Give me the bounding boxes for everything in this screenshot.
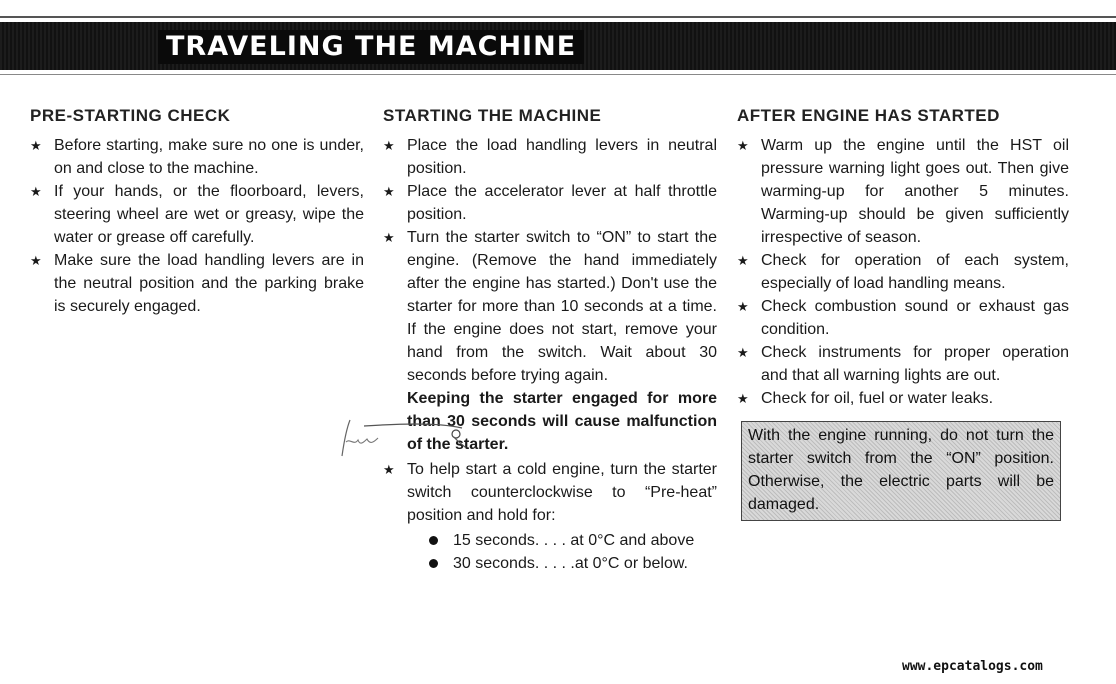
dot-icon [429,559,438,568]
list-item: ★ Place the load handling levers in neutral position. [383,134,717,180]
star-icon: ★ [30,253,42,268]
page-title: TRAVELING THE MACHINE [158,30,584,64]
list-item: ★ Check combustion sound or exhaust gas condition. [737,295,1069,341]
top-rule [0,16,1116,18]
checklist [30,134,364,318]
section-heading: PRE-STARTING CHECK [30,106,231,125]
checklist [383,134,717,387]
caution-note: Keeping the starter engaged for more than 30 seconds will cause malfunction of the starter. [407,390,717,453]
star-icon: ★ [383,184,395,199]
list-item: ★ Turn the starter switch to “ON” to start the engine. (Remove the hand immediately after the engine has started.) Don't use the starter for more than 10 seconds at a time. If the engine does not start, remove your hand from the switch. Wait about 30 seconds before trying again. [383,226,717,387]
banner-rule [0,74,1116,75]
footer-url: www.epcatalogs.com [902,659,1043,674]
list-item: ★ Check instruments for proper operation and that all warning lights are out. [737,341,1069,387]
dot-icon [429,536,438,545]
column-pre-starting-check [30,104,364,318]
list-item: ★ Before starting, make sure no one is under, on and close to the machine. [30,134,364,180]
star-icon: ★ [737,391,749,406]
list-item: ★ Place the accelerator lever at half throttle position. [383,180,717,226]
star-icon: ★ [737,138,749,153]
list-item: 15 seconds. . . . at 0°C and above [429,529,717,552]
star-icon: ★ [383,138,395,153]
star-icon: ★ [737,299,749,314]
list-item: ★ Check for oil, fuel or water leaks. [737,387,1069,410]
list-item: ★ If your hands, or the floorboard, levers, steering wheel are wet or greasy, wipe the water or grease off carefully. [30,180,364,249]
star-icon: ★ [383,462,395,477]
list-item: ★ Warm up the engine until the HST oil pressure warning light goes out. Then give warming-up for another 5 minutes. Warming-up should be given sufficiently irrespective of season. [737,134,1069,249]
handwritten-mark [336,412,471,464]
preheat-list [383,529,717,575]
section-heading: AFTER ENGINE HAS STARTED [737,106,1000,125]
star-icon: ★ [737,345,749,360]
star-icon: ★ [737,253,749,268]
star-icon: ★ [30,184,42,199]
star-icon: ★ [383,230,395,245]
list-item: ★ To help start a cold engine, turn the starter switch counterclockwise to “Pre-heat” position and hold for: [383,458,717,527]
warning-box: With the engine running, do not turn the starter switch from the “ON” position. Otherwise, the electric parts will be damaged. [741,421,1061,521]
column-starting-the-machine [383,104,717,575]
star-icon: ★ [30,138,42,153]
checklist [383,458,717,527]
column-after-engine-started [737,104,1069,521]
list-item: ★ Make sure the load handling levers are in the neutral position and the parking brake is securely engaged. [30,249,364,318]
list-item: ★ Check for operation of each system, especially of load handling means. [737,249,1069,295]
checklist [737,134,1069,410]
section-heading: STARTING THE MACHINE [383,106,602,125]
list-item: 30 seconds. . . . .at 0°C or below. [429,552,717,575]
